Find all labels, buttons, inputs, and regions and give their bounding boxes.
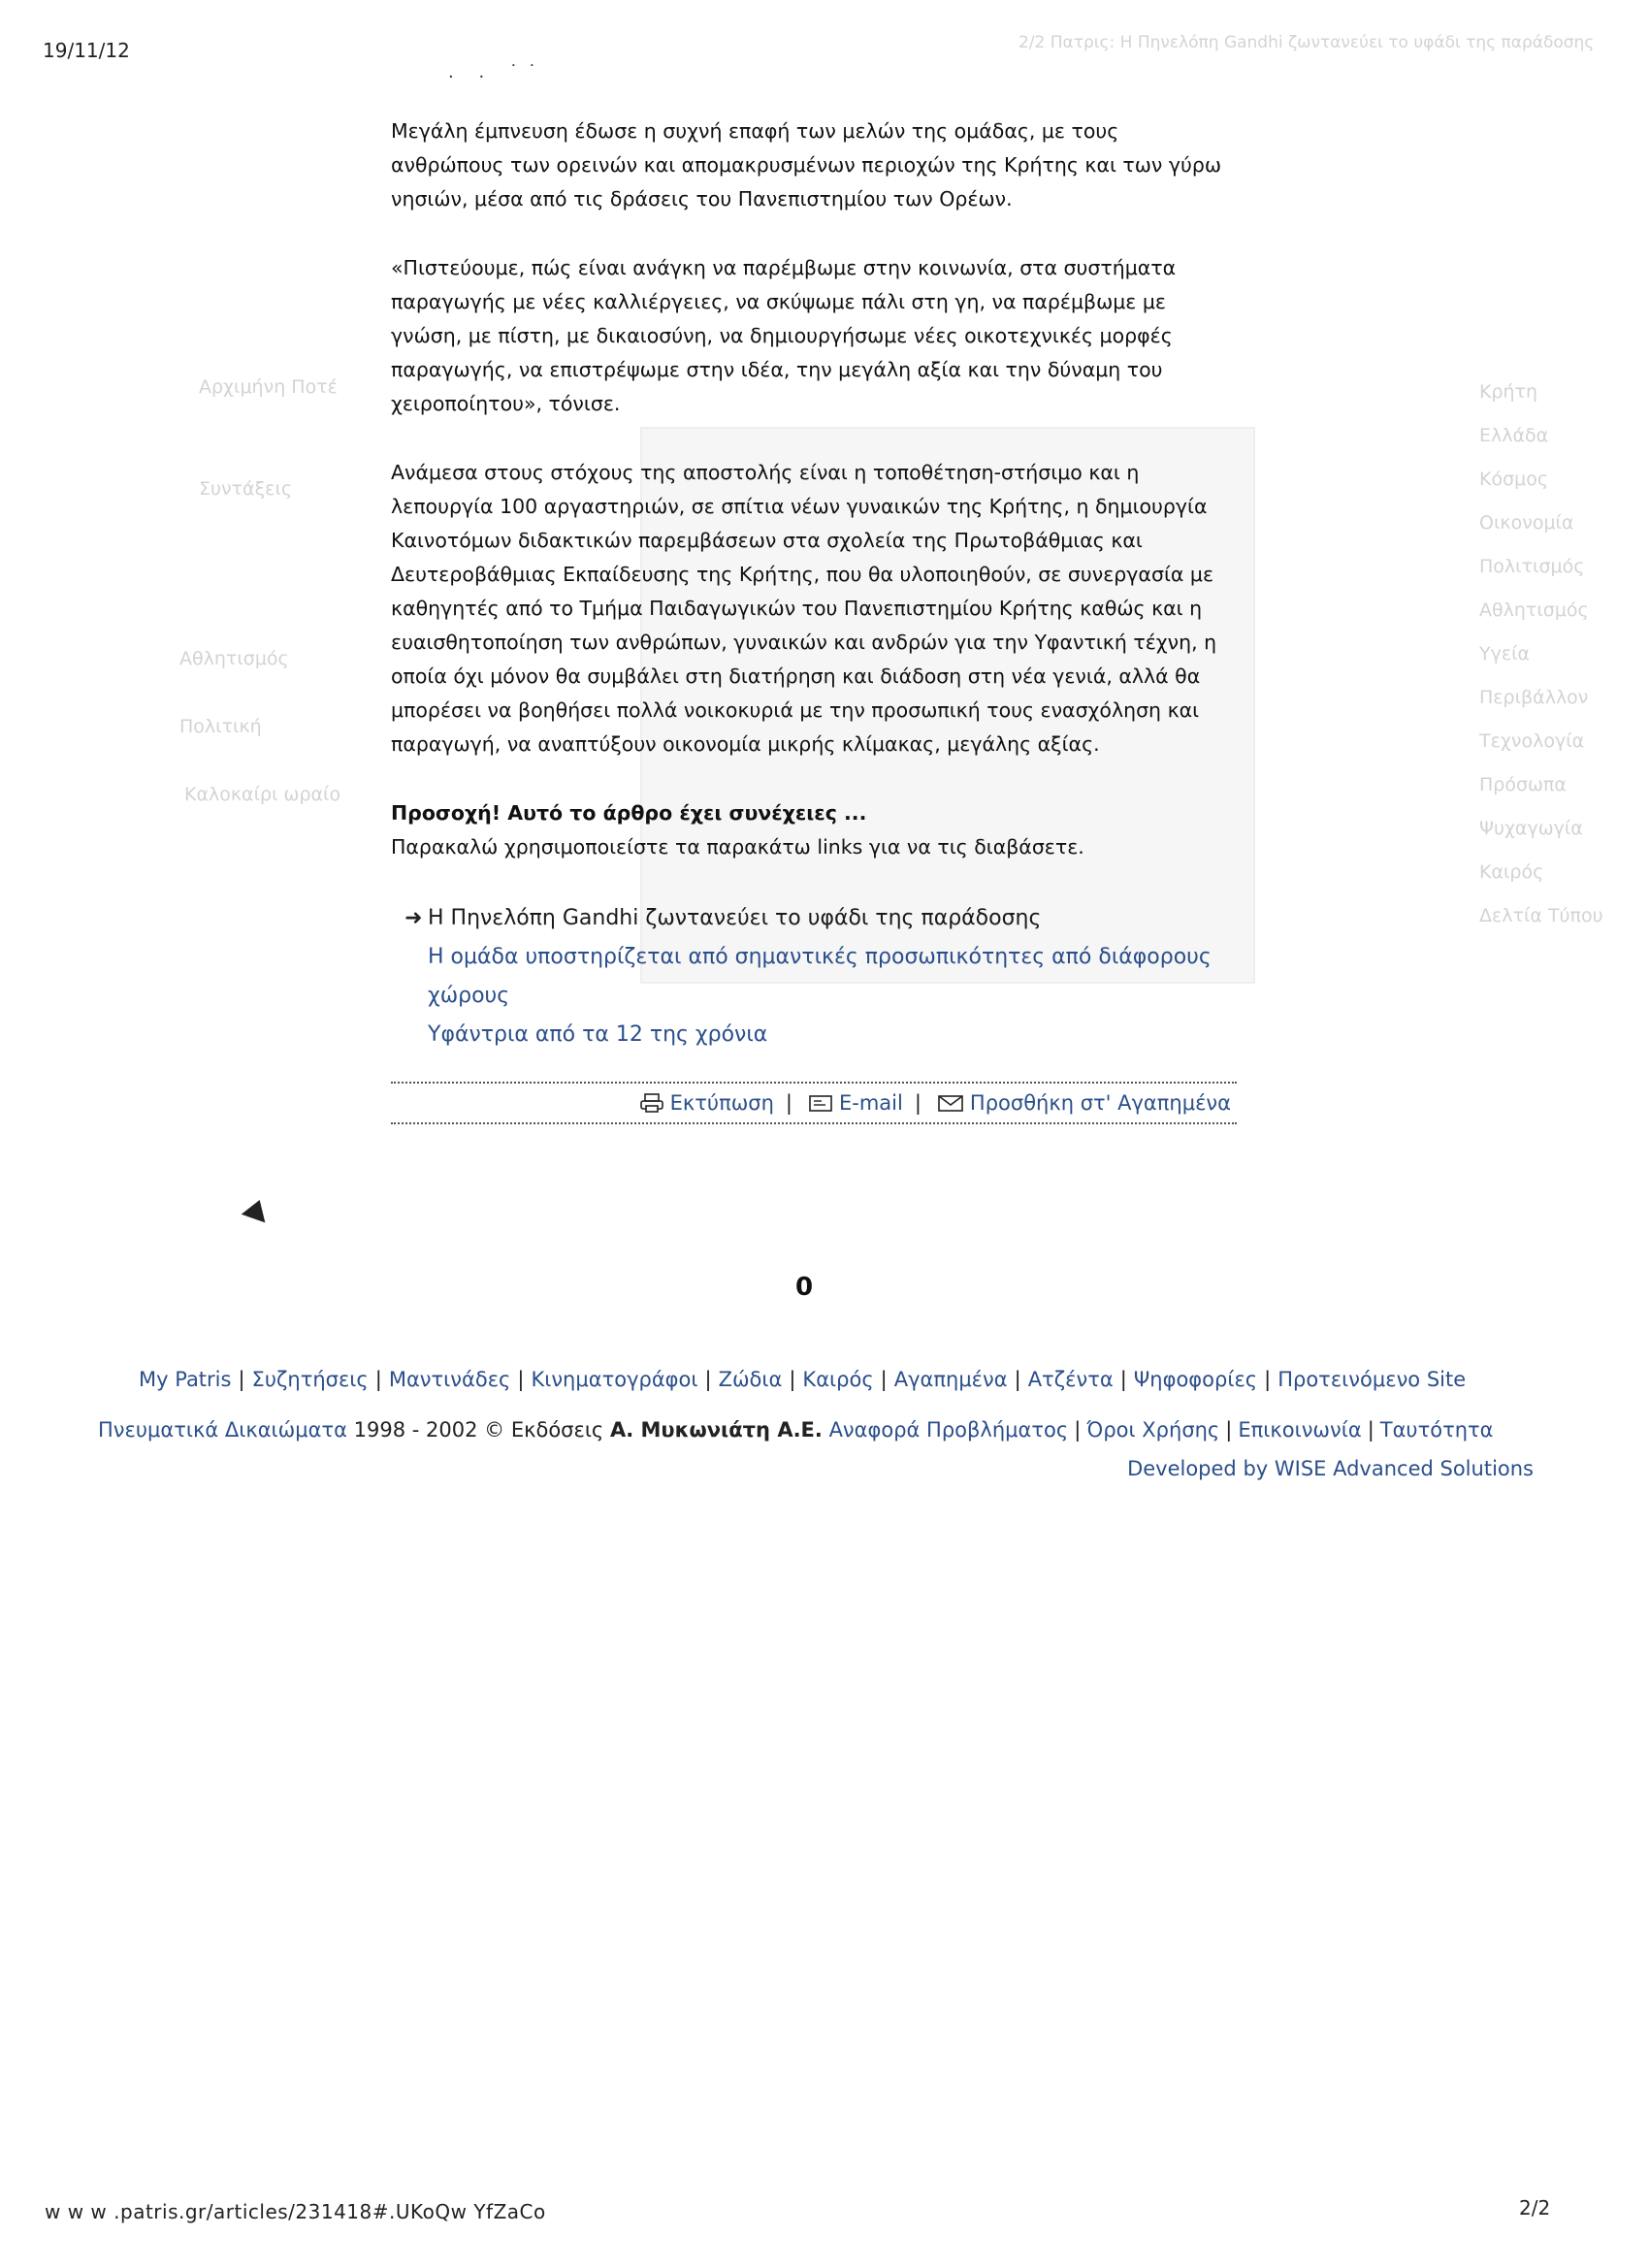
footer-link-cinemas[interactable]: Κινηματογράφοι xyxy=(531,1368,698,1391)
bleed-through-top: 2/2 Πατρις: Η Πηνελόπη Gandhi ζωντανεύει το υφάδι της παράδοσης xyxy=(1018,33,1595,52)
bleed-through-left-3: Αθλητισμός xyxy=(179,648,289,669)
article-paragraph: Ανάμεσα στους στόχους της αποστολής είναι η τοποθέτηση-στήσιμο και η λεπουργία 100 αργαστηριών, σε σπίτια νέων γυναικών της Κρήτης, η δημιουργία Καινοτόμων διδακτικών παρεμβάσεων στα σχολεία της Πρωτοβάθμιας και Δευτεροβάθμιας Εκπαίδευσης της Κρήτης, που θα υλοποιηθούν, σε συνεργασία με καθηγητές από το Τμήμα Παιδαγωγικών του Πανεπιστημίου Κρήτης καθώς και η ευαισθητοποίηση των ανθρώπων, γυναικών και ανδρών για την Υφαντική τέχνη, η οποία όχι μόνον θα συμβάλει στη διατήρηση και διάδοση στη νέα γενιά, αλλά θα μπορέσει να βοηθήσει πολλά νοικοκυριά με την προσωπική τους ενασχόληση και παραγωγή, να αναπτύξουν οικονομία μικρής κλίμακας, μεγάλης αξίας. xyxy=(391,461,1217,756)
envelope-icon xyxy=(937,1093,964,1113)
footer-link-identity[interactable]: Ταυτότητα xyxy=(1379,1418,1494,1442)
bleed-through-right-3: Κόσμος xyxy=(1479,469,1548,490)
bleed-through-left-4: Πολιτική xyxy=(179,716,262,737)
continuation-link-supporters[interactable]: Η ομάδα υποστηρίζεται από σημαντικές προσωπικότητες από διάφορους χώρους xyxy=(428,945,1212,1008)
add-favorite-button[interactable]: Προσθήκη στ' Αγαπημένα xyxy=(937,1086,1231,1120)
continuation-link-weaver[interactable]: Υφάντρια από τα 12 της χρόνια xyxy=(428,1022,768,1047)
footer-link-suggested-site[interactable]: Προτεινόμενο Site xyxy=(1277,1368,1467,1391)
email-icon xyxy=(808,1093,833,1113)
copyright-label: Πνευματικά Δικαιώματα xyxy=(98,1418,347,1442)
bleed-through-right-13: Δελτία Τύπου xyxy=(1479,905,1603,926)
print-url: w w w .patris.gr/articles/231418#.UKoQw YfZaCo xyxy=(45,2200,546,2223)
footer-link-weather[interactable]: Καιρός xyxy=(802,1368,874,1391)
email-button[interactable]: E-mail xyxy=(808,1086,903,1120)
footer-link-polls[interactable]: Ψηφοφορίες xyxy=(1133,1368,1258,1391)
article-paragraph: «Πιστεύουμε, πώς είναι ανάγκη να παρέμβωμε στην κοινωνία, στα συστήματα παραγωγής με νέες καλλιέργειες, να σκύψωμε πάλι στη γη, να παρέμβωμε με γνώση, με πίστη, με δικαιοσύνη, να δημιουργήσωμε νέες οικοτεχνικές μορφές παραγωγής, να επιστρέψωμε στην ιδέα, την μεγάλη αξία και την δύναμη του χειροποίητου», τόνισε. xyxy=(391,256,1177,415)
bleed-through-right-12: Καιρός xyxy=(1479,861,1544,883)
bleed-through-right-8: Περιβάλλον xyxy=(1479,687,1589,708)
print-date: 19/11/12 xyxy=(43,39,130,62)
page-dots: . . ˙˙ xyxy=(448,62,546,82)
bleed-through-right-11: Ψυχαγωγία xyxy=(1479,818,1583,839)
footer-copyright: Πνευματικά Δικαιώματα 1998 - 2002 © Εκδόσεις Α. Μυκωνιάτη Α.Ε. Αναφορά Προβλήματος | Όροι Χρήσης | Επικοινωνία | Ταυτότητα xyxy=(98,1418,1494,1442)
article-paragraph: Μεγάλη έμπνευση έδωσε η συχνή επαφή των μελών της ομάδας, με τους ανθρώπους των ορεινών και απομακρυσμένων περιοχών της Κρήτης και των γύρω νησιών, μέσα από τις δράσεις του Πανεπιστημίου των Ορέων. xyxy=(391,119,1222,211)
mouse-cursor-icon xyxy=(242,1200,273,1231)
bleed-through-right-2: Ελλάδα xyxy=(1479,425,1549,446)
footer-link-report-problem[interactable]: Αναφορά Προβλήματος xyxy=(828,1418,1069,1442)
bleed-through-right-4: Οικονομία xyxy=(1479,512,1574,534)
developer-credit-link[interactable]: Developed by WISE Advanced Solutions xyxy=(1127,1457,1534,1480)
footer-link-agenda[interactable]: Ατζέντα xyxy=(1027,1368,1114,1391)
arrow-right-icon: ➜ xyxy=(404,906,423,930)
bleed-through-right-7: Υγεία xyxy=(1479,643,1531,664)
publisher-name: Α. Μυκωνιάτη Α.Ε. xyxy=(609,1418,823,1442)
print-button[interactable]: Εκτύπωση xyxy=(639,1086,774,1120)
footer-link-favorites[interactable]: Αγαπημένα xyxy=(893,1368,1008,1391)
footer-link-mantinades[interactable]: Μαντινάδες xyxy=(388,1368,511,1391)
footer-nav: My Patris | Συζητήσεις | Μαντινάδες | Κινηματογράφοι | Ζώδια | Καιρός | Αγαπημένα | Ατζέντα | Ψηφοφορίες | Προτεινόμενο Site xyxy=(139,1368,1467,1391)
continuation-notice-title: Προσοχή! Αυτό το άρθρο έχει συνέχειες ... xyxy=(391,801,867,825)
bleed-through-left-1: Αρχιμήνη Ποτέ xyxy=(199,376,338,398)
separator: | xyxy=(914,1090,922,1115)
printer-icon xyxy=(639,1093,664,1113)
continuation-links xyxy=(391,899,1237,1054)
continuation-link-current[interactable]: ➜ Η Πηνελόπη Gandhi ζωντανεύει το υφάδι της παράδοσης xyxy=(391,899,1237,938)
bleed-through-right-9: Τεχνολογία xyxy=(1479,730,1585,752)
article-body xyxy=(391,114,1237,1124)
footer-link-discussions[interactable]: Συζητήσεις xyxy=(251,1368,369,1391)
article-counter: 0 xyxy=(795,1273,814,1302)
article-actions-bar xyxy=(391,1082,1237,1124)
bleed-through-right-5: Πολιτισμός xyxy=(1479,556,1585,577)
publisher-label: Εκδόσεις xyxy=(510,1418,604,1442)
footer-link-contact[interactable]: Επικοινωνία xyxy=(1238,1418,1362,1442)
footer-link-my-patris[interactable]: My Patris xyxy=(139,1368,232,1391)
bleed-through-left-2: Συντάξεις xyxy=(199,478,293,500)
bleed-through-right-6: Αθλητισμός xyxy=(1479,599,1589,621)
continuation-notice-text: Παρακαλώ χρησιμοποιείστε τα παρακάτω links για να τις διαβάσετε. xyxy=(391,835,1084,859)
separator: | xyxy=(785,1090,792,1115)
copyright-years: 1998 - 2002 © xyxy=(353,1418,505,1442)
bleed-through-right-1: Κρήτη xyxy=(1479,381,1538,403)
bleed-through-left-5: Καλοκαίρι ωραίο xyxy=(184,784,341,805)
footer-link-terms[interactable]: Όροι Χρήσης xyxy=(1086,1418,1220,1442)
footer-link-zodiac[interactable]: Ζώδια xyxy=(718,1368,783,1391)
bleed-through-right-10: Πρόσωπα xyxy=(1479,774,1567,795)
print-page-number: 2/2 xyxy=(1519,2196,1551,2219)
